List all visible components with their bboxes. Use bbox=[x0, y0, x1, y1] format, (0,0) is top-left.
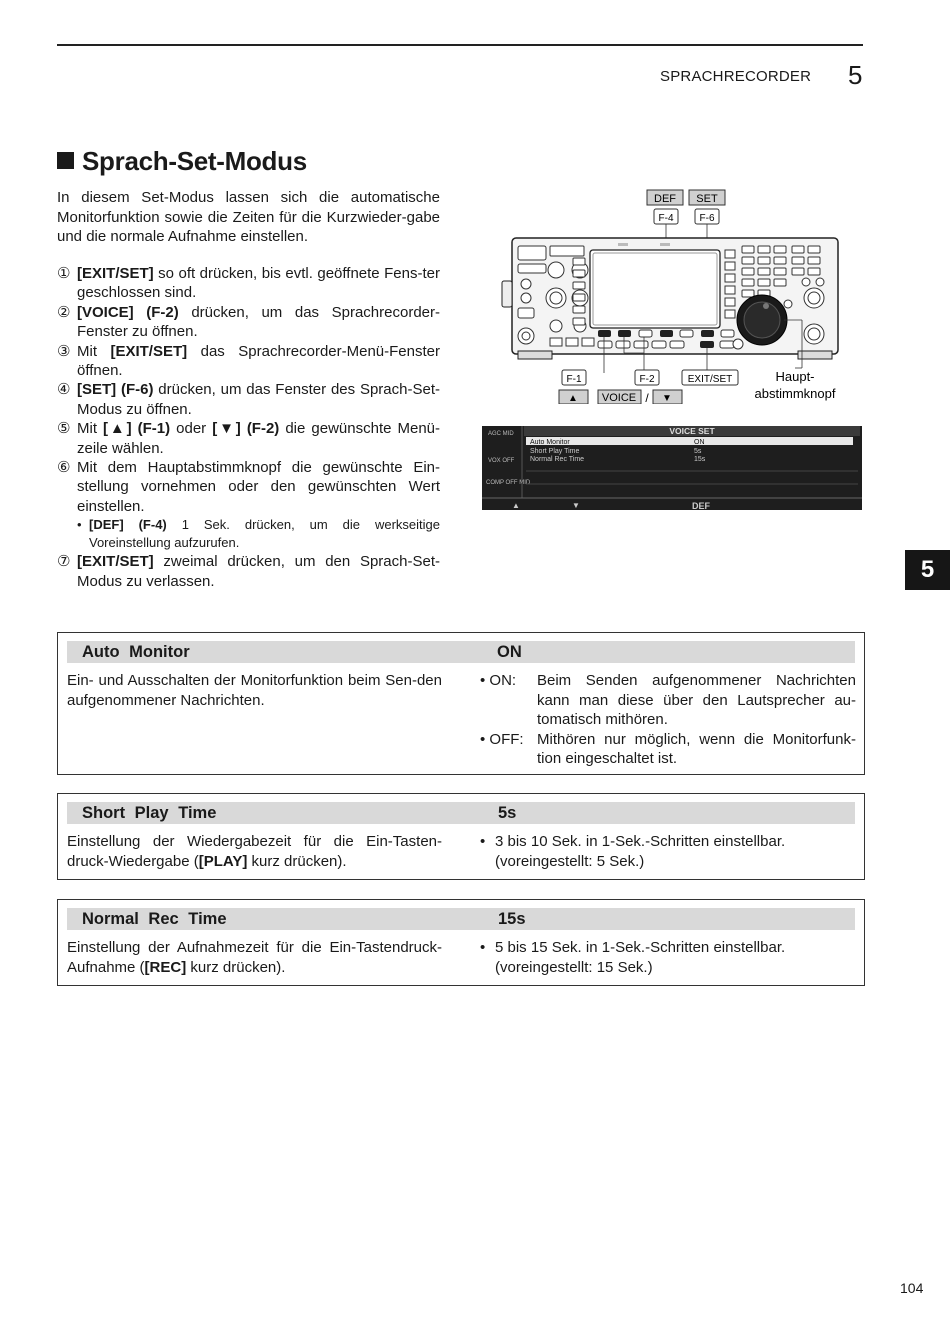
step-text: die gewünschte Menü-zeile wählen. bbox=[77, 420, 440, 457]
option-range bbox=[480, 938, 856, 977]
main-dial-label-line1: Haupt- bbox=[775, 369, 815, 384]
setting-box-short-play-time bbox=[57, 793, 865, 880]
chapter-tab: 5 bbox=[905, 550, 950, 590]
key-label: [VOICE] (F-2) bbox=[77, 303, 179, 321]
lcd-side-label: AGC MID bbox=[488, 431, 514, 437]
step-number: ⑦ bbox=[57, 553, 71, 571]
key-label: [EXIT/SET] bbox=[77, 265, 154, 282]
voice-set-lcd-screen bbox=[482, 426, 862, 510]
lcd-down-arrow-icon: ▼ bbox=[572, 501, 580, 510]
step-text: drücken, um das Sprachrecorder-Fenster zu öffnen. bbox=[77, 303, 441, 341]
default-text: (voreingestellt: 15 Sek.) bbox=[495, 958, 653, 976]
description-text: Einstellung der Wiedergabezeit für die Ein-Tasten-druck-Wiedergabe ( bbox=[67, 833, 442, 870]
setting-options bbox=[480, 938, 856, 977]
setting-options bbox=[480, 671, 856, 769]
step-number: ② bbox=[57, 303, 71, 321]
f1-key bbox=[598, 330, 611, 337]
chapter-number: 5 bbox=[848, 60, 863, 90]
lcd-row-label: Normal Rec Time bbox=[530, 456, 585, 463]
option-on bbox=[480, 671, 856, 730]
range-text: 3 bis 10 Sek. in 1-Sek.-Schritten einstellbar. bbox=[495, 833, 786, 850]
f4-label: F-4 bbox=[658, 213, 674, 224]
step-text: Mit bbox=[77, 420, 104, 438]
lcd-side-label: COMP OFF MID bbox=[486, 480, 531, 486]
setting-header-bar bbox=[67, 908, 855, 930]
step-text: zweimal drücken, um den Sprach-Set-Modus zu verlassen. bbox=[77, 553, 440, 590]
setting-name: Normal Rec Time bbox=[82, 910, 227, 928]
lcd-row-value: 15s bbox=[694, 456, 706, 463]
lcd-row-label: Short Play Time bbox=[530, 448, 580, 455]
step-number: ④ bbox=[57, 381, 71, 399]
intro-paragraph: In diesem Set-Modus lassen sich die automatische Monitorfunktion sowie die Zeiten für die Kurzwieder-gabe und die normale Aufnahme einstellen. bbox=[57, 189, 440, 245]
page-title bbox=[57, 146, 307, 177]
option-text: Mithören nur möglich, wenn die Monitorfunk-tion eingeschaltet ist. bbox=[537, 730, 856, 767]
description-text: Einstellung der Aufnahmezeit für die Ein-Tastendruck-Aufnahme ( bbox=[67, 939, 442, 976]
setting-name: Short Play Time bbox=[82, 804, 217, 822]
power-button bbox=[518, 246, 546, 260]
option-key: • ON: bbox=[480, 672, 517, 689]
key-label: [EXIT/SET] bbox=[110, 342, 188, 360]
step-text: das Sprachrecorder-Menü-Fenster öffnen. bbox=[77, 342, 440, 380]
step-list bbox=[57, 264, 440, 591]
key-label: [REC] bbox=[144, 958, 187, 976]
f4-key bbox=[660, 330, 673, 337]
set-key-label: SET bbox=[696, 193, 718, 205]
page-number: 104 bbox=[900, 1280, 924, 1296]
lcd-row-label: Auto Monitor bbox=[530, 439, 570, 446]
lcd-up-arrow-icon: ▲ bbox=[512, 501, 520, 510]
lcd-def-label: DEF bbox=[692, 501, 710, 510]
key-label: [PLAY] bbox=[198, 852, 248, 870]
lcd-row-selected bbox=[526, 437, 853, 445]
step-text: Mit bbox=[77, 342, 111, 360]
setting-default-value: 5s bbox=[498, 804, 517, 822]
f2-label: F-2 bbox=[639, 374, 655, 385]
voice-key-label: VOICE bbox=[601, 392, 637, 404]
radio-foot bbox=[518, 351, 552, 359]
setting-header-bar bbox=[67, 802, 855, 824]
radio-foot bbox=[798, 351, 832, 359]
option-off bbox=[480, 730, 856, 769]
exit-set-key bbox=[700, 341, 714, 348]
step-1 bbox=[57, 264, 440, 303]
setting-default-value: 15s bbox=[498, 910, 526, 928]
step-text: drücken, um das Fenster des Sprach-Set-Modus zu öffnen. bbox=[77, 381, 440, 418]
step-6-note bbox=[77, 516, 440, 552]
step-text: so oft drücken, bis evtl. geöffnete Fens-ter geschlossen sind. bbox=[77, 265, 440, 302]
option-range bbox=[480, 832, 856, 871]
step-7 bbox=[57, 552, 440, 591]
bullet-dot: • bbox=[480, 833, 486, 850]
lcd-side-label: VOX OFF bbox=[488, 458, 515, 464]
bullet-dot: • bbox=[77, 517, 82, 533]
slash-separator: / bbox=[645, 391, 649, 404]
setting-description bbox=[67, 832, 442, 871]
lcd-row-value: ON bbox=[694, 439, 705, 446]
description-text: kurz drücken). bbox=[247, 852, 347, 870]
setting-description: Ein- und Ausschalten der Monitorfunktion beim Sen-den aufgenommener Nachrichten. bbox=[67, 672, 442, 709]
note-text: 1 Sek. drücken, um die werkseitige Voreinstellung aufzurufen. bbox=[89, 517, 440, 551]
side-handle bbox=[502, 281, 512, 307]
setting-default-value: ON bbox=[497, 643, 522, 661]
mic-connector bbox=[518, 328, 534, 344]
header-rule bbox=[57, 44, 863, 46]
f2-key bbox=[618, 330, 631, 337]
step-number: ③ bbox=[57, 342, 71, 360]
description-text: kurz drücken). bbox=[186, 958, 286, 976]
setting-box-auto-monitor bbox=[57, 632, 865, 775]
step-6 bbox=[57, 458, 440, 552]
page-title-text: Sprach-Set-Modus bbox=[82, 146, 307, 176]
step-number: ⑤ bbox=[57, 420, 71, 438]
main-dial-label-line2: abstimmknopf bbox=[754, 386, 836, 401]
default-text: (voreingestellt: 5 Sek.) bbox=[495, 852, 645, 870]
key-label: [▼] (F-2) bbox=[212, 420, 280, 438]
exit-set-label: EXIT/SET bbox=[687, 374, 733, 385]
key-label: [DEF] (F-4) bbox=[89, 517, 167, 533]
step-text: oder bbox=[170, 420, 213, 438]
lcd-title: VOICE SET bbox=[669, 426, 715, 436]
step-5 bbox=[57, 419, 440, 458]
def-key-label: DEF bbox=[654, 193, 676, 205]
bullet-dot: • bbox=[480, 939, 486, 956]
step-4 bbox=[57, 380, 440, 419]
setting-box-normal-rec-time bbox=[57, 899, 865, 986]
key-label: [▲] (F-1) bbox=[103, 420, 171, 438]
lcd-row-value: 5s bbox=[694, 448, 702, 455]
setting-header-bar bbox=[67, 641, 855, 663]
setting-name: Auto Monitor bbox=[82, 643, 190, 661]
step-number: ⑥ bbox=[57, 459, 71, 477]
key-label: [EXIT/SET] bbox=[77, 553, 154, 571]
f6-key bbox=[701, 330, 714, 337]
setting-description bbox=[67, 938, 442, 977]
f1-label: F-1 bbox=[566, 374, 582, 385]
transceiver-front-panel-figure bbox=[480, 186, 860, 404]
section-label: SPRACHRECORDER bbox=[660, 68, 812, 85]
radio-display bbox=[590, 250, 720, 328]
key-label: [SET] (F-6) bbox=[77, 381, 154, 399]
step-text: Mit dem Hauptabstimmknopf die gewünschte Ein-stellung vornehmen oder den gewünschten Wert einstellen. bbox=[77, 459, 440, 515]
option-text: Beim Senden aufgenommener Nachrichten kann man diese über den Lautsprecher au-tomatisch mithören. bbox=[537, 672, 856, 728]
range-text: 5 bis 15 Sek. in 1-Sek.-Schritten einstellbar. bbox=[495, 939, 786, 956]
f6-label: F-6 bbox=[699, 213, 715, 224]
down-arrow-icon: ▼ bbox=[662, 393, 672, 404]
step-3 bbox=[57, 342, 440, 381]
step-number: ① bbox=[57, 265, 71, 282]
option-key: • OFF: bbox=[480, 730, 524, 748]
step-2 bbox=[57, 303, 440, 342]
setting-options bbox=[480, 832, 856, 871]
up-arrow-icon: ▲ bbox=[568, 393, 578, 404]
square-bullet-icon bbox=[57, 152, 74, 169]
